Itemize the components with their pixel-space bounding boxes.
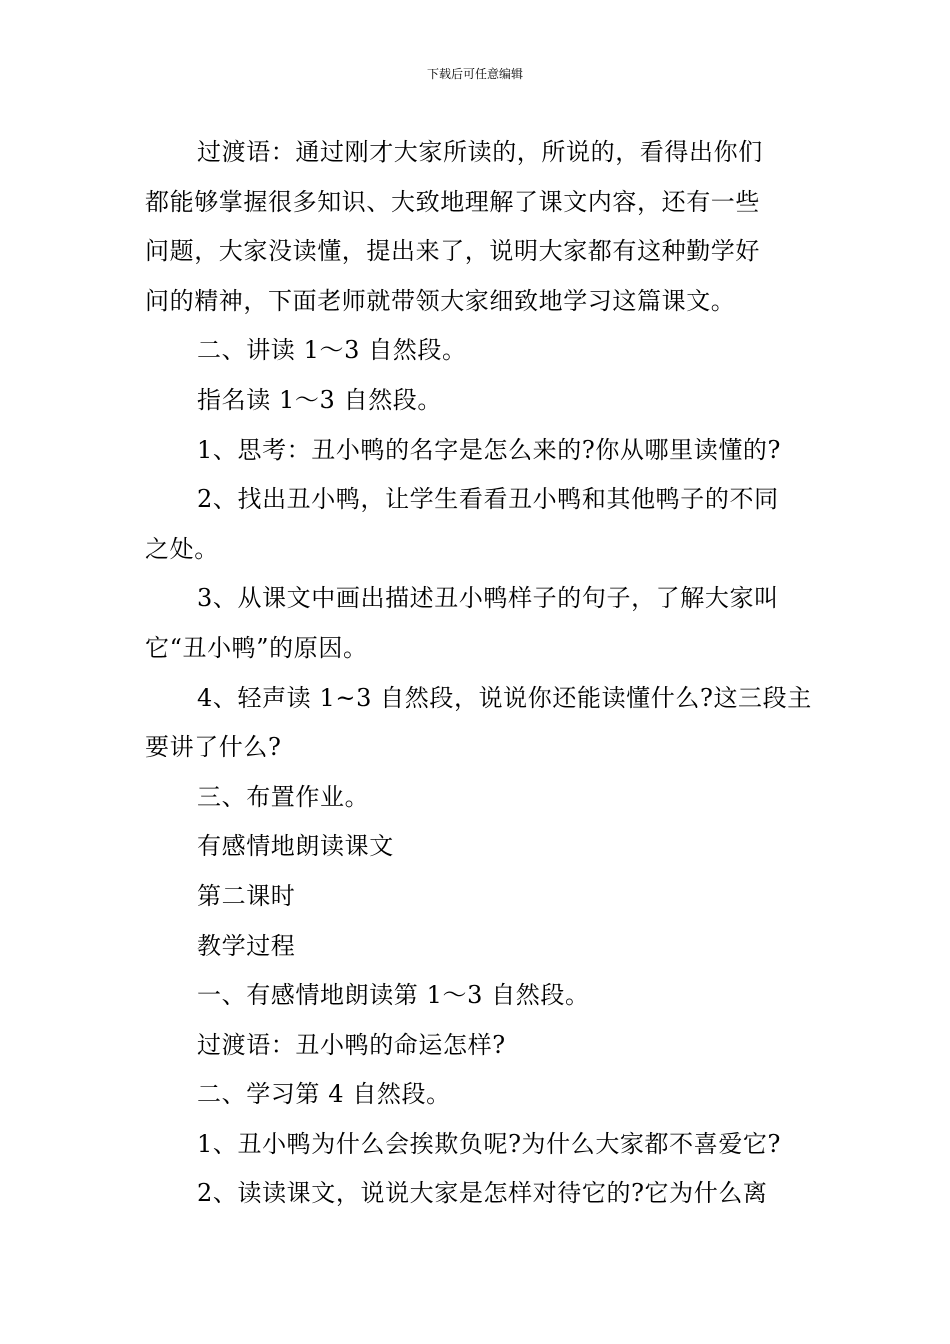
list-item: 1、丑小鸭为什么会挨欺负呢?为什么大家都不喜爱它? (197, 1129, 782, 1158)
body-line: 过渡语：通过刚才大家所读的，所说的，看得出你们 (197, 138, 763, 166)
body-line: 都能够掌握很多知识、大致地理解了课文内容，还有一些 (145, 187, 760, 216)
list-item: 3、从课文中画出描述丑小鸭样子的句子，了解大家叫 (197, 584, 779, 613)
body-line: 之处。 (145, 534, 219, 563)
section-heading: 二、学习第 4 自然段。 (197, 1080, 451, 1109)
body-line: 要讲了什么? (145, 733, 282, 762)
body-line: 问题，大家没读懂，提出来了，说明大家都有这种勤学好 (145, 237, 760, 266)
section-heading: 教学过程 (197, 931, 296, 960)
document-body (145, 128, 812, 1219)
page-header: 下载后可任意编辑 (426, 67, 523, 81)
body-line: 它“丑小鸭”的原因。 (145, 633, 368, 662)
section-heading: 第二课时 (197, 881, 296, 910)
list-item: 4、轻声读 1~3 自然段，说说你还能读懂什么?这三段主 (197, 683, 812, 712)
list-item: 2、读读课文，说说大家是怎样对待它的?它为什么离 (197, 1179, 768, 1208)
list-item: 1、思考：丑小鸭的名字是怎么来的?你从哪里读懂的? (197, 435, 782, 464)
section-heading: 三、布置作业。 (197, 782, 370, 811)
section-heading: 二、讲读 1～3 自然段。 (197, 336, 467, 365)
list-item: 2、找出丑小鸭，让学生看看丑小鸭和其他鸭子的不同 (197, 485, 779, 514)
body-line: 有感情地朗读课文 (197, 832, 394, 861)
body-line: 问的精神，下面老师就带领大家细致地学习这篇课文。 (145, 286, 736, 315)
section-heading: 一、有感情地朗读第 1～3 自然段。 (197, 981, 590, 1010)
body-line: 过渡语：丑小鸭的命运怎样? (197, 1030, 506, 1059)
body-line: 指名读 1～3 自然段。 (197, 385, 442, 414)
